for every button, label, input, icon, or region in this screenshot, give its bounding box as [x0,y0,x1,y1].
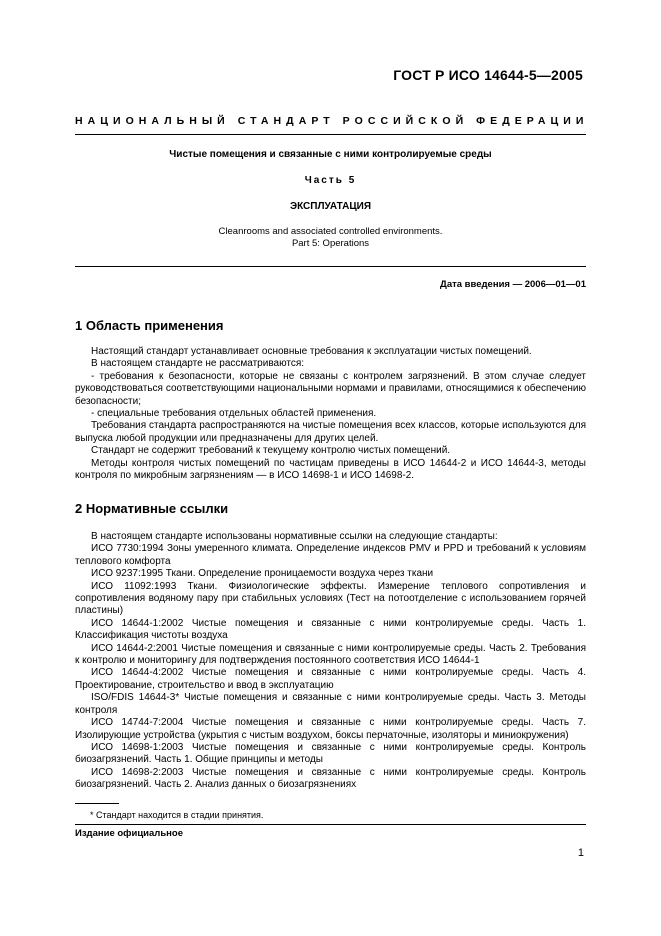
reference-item: ИСО 7730:1994 Зоны умеренного климата. Определение индексов PMV и PPD и требований к условиям теплового комфорта [75,543,586,567]
section-2-body [75,531,586,792]
paragraph: Требования стандарта распространяются на чистые помещения всех классов, которые используются для выпуска любой продукции или предназначены для других целей. [75,420,586,444]
reference-item: ISO/FDIS 14644-3* Чистые помещения и связанные с ними контролируемые среды. Часть 3. Методы контроля [75,692,586,716]
reference-item: ИСО 14644-1:2002 Чистые помещения и связанные с ними контролируемые среды. Часть 1. Классификация чистоты воздуха [75,617,586,642]
reference-item: ИСО 14698-2:2003 Чистые помещения и связанные с ними контролируемые среды. Контроль биозагрязнений. Часть 2. Анализ данных о биозагрязнениях [75,766,586,791]
part-label: Часть 5 [304,175,357,186]
reference-item: ИСО 11092:1993 Ткани. Физиологические эффекты. Измерение теплового сопротивления и сопротивления водяному пару при стабильных условиях (Тест на потоотделение с использованием горячей пластины) [75,580,586,617]
top-divider [75,134,586,135]
title-russian: Чистые помещения и связанные с ними контролируемые среды [169,149,492,160]
edition-divider [75,824,586,825]
section-1-body [75,346,586,482]
title-english-line-2: Part 5: Operations [291,238,370,249]
paragraph: Настоящий стандарт устанавливает основные требования к эксплуатации чистых помещений. [91,346,532,357]
section-2-heading: 2 Нормативные ссылки [75,501,229,516]
reference-item: ИСО 14644-2:2001 Чистые помещения и связанные с ними контролируемые среды. Часть 2. Требования к контролю и мониторингу для подтверждения постоянного соответствия ИСО 14644-1 [75,642,586,667]
reference-item: ИСО 14698-1:2003 Чистые помещения и связанные с ними контролируемые среды. Контроль биозагрязнений. Часть 1. Общие принципы и методы [75,741,586,766]
reference-item: ИСО 14644-4:2002 Чистые помещения и связанные с ними контролируемые среды. Часть 4. Проектирование, строительство и ввод в эксплуатацию [75,667,586,691]
document-code: ГОСТ Р ИСО 14644-5—2005 [393,67,583,83]
paragraph: В настоящем стандарте не рассматриваются: [91,358,305,370]
title-english-line-1: Cleanrooms and associated controlled environments. [218,226,443,237]
paragraph: - специальные требования отдельных областей применения. [91,408,377,420]
page-number: 1 [577,847,584,859]
footnote: * Стандарт находится в стадии принятия. [90,810,264,820]
reference-item: ИСО 9237:1995 Ткани. Определение проницаемости воздуха через ткани [91,568,434,580]
reference-item: ИСО 14744-7:2004 Чистые помещения и связанные с ними контролируемые среды. Часть 7. Изолирующие устройства (укрытия с чистым воздухом, боксы перчаточные, изоляторы и миниокружения) [75,717,586,741]
middle-divider [75,266,586,267]
subtitle: ЭКСПЛУАТАЦИЯ [289,201,372,212]
paragraph: - требования к безопасности, которые не связаны с контролем загрязнений. В этом случае следует руководствоваться соответствующими национальными нормами и правилами, относящимися к обеспечению безопасности; [75,370,586,407]
paragraph: Методы контроля чистых помещений по частицам приведены в ИСО 14644-2 и ИСО 14644-3, методы контроля по микробным загрязнениям — в ИСО 14698-1 и ИСО 14698-2. [75,457,586,482]
paragraph: В настоящем стандарте использованы нормативные ссылки на следующие стандарты: [91,531,498,542]
title-english [75,226,586,250]
section-1-heading: 1 Область применения [75,318,224,333]
paragraph: Стандарт не содержит требований к текущему контролю чистых помещений. [91,445,451,457]
edition-label: Издание официальное [75,828,183,839]
footnote-divider [75,803,119,804]
national-standard-banner: НАЦИОНАЛЬНЫЙ СТАНДАРТ РОССИЙСКОЙ ФЕДЕРАЦИИ [75,115,589,127]
introduction-date: Дата введения — 2006—01—01 [440,279,586,290]
